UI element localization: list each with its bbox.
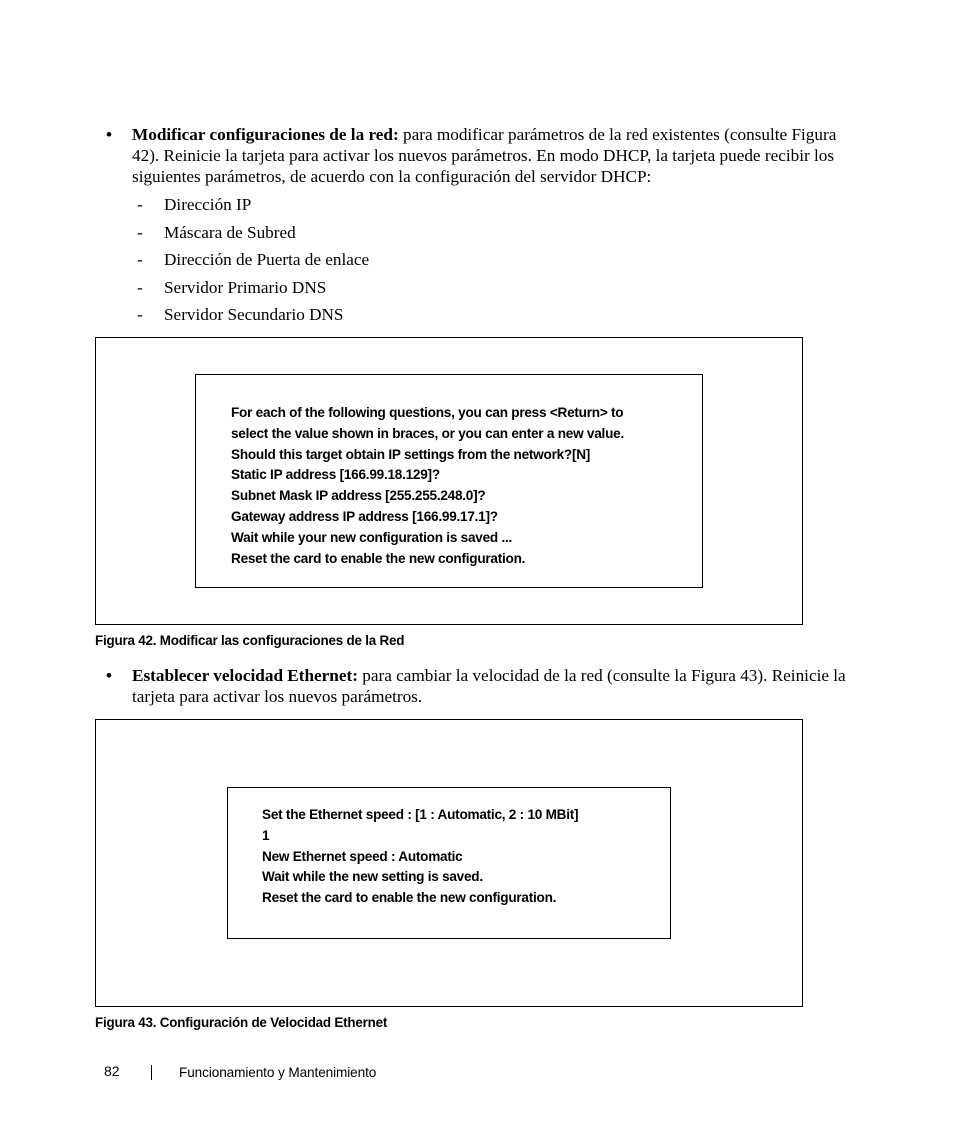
figure-42-console-text: [231, 403, 624, 569]
page-number: 82: [104, 1063, 120, 1079]
bullet-description: para modificar parámetros de la red existentes (consulte Figura 42). Reinicie la tarjeta para activar los nuevos parámetros. En modo DHCP, la tarjeta puede recibir los siguientes parámetros, de acuerdo con la configuración del servidor DHCP:: [132, 125, 837, 186]
footer-section-title: Funcionamiento y Mantenimiento: [179, 1065, 377, 1080]
console-line: Static IP address [166.99.18.129]?: [231, 467, 440, 483]
console-line: For each of the following questions, you can press <Return> to: [231, 405, 624, 420]
dash-icon: -: [137, 195, 143, 214]
bullet-icon: •: [106, 125, 113, 144]
list-item: - Servidor Primario DNS: [137, 277, 327, 297]
console-line: Should this target obtain IP settings from the network?[N]: [231, 446, 591, 462]
console-line: Subnet Mask IP address [255.255.248.0]?: [231, 488, 486, 504]
dash-icon: -: [137, 222, 143, 242]
bullet-description: para cambiar la velocidad de la red (consulte la Figura 43). Reinicie la tarjeta para activar los nuevos parámetros.: [132, 666, 846, 706]
bullet-ethernet-speed: [106, 665, 866, 707]
dash-icon: -: [137, 277, 143, 297]
bullet-term: Modificar configuraciones de la red:: [132, 125, 399, 144]
console-line: Gateway address IP address [166.99.17.1]?: [231, 508, 498, 524]
console-line: Reset the card to enable the new configuration.: [231, 550, 526, 566]
console-line: 1: [262, 827, 270, 843]
console-line: Set the Ethernet speed : [1 : Automatic, 2 : 10 MBit]: [262, 807, 579, 822]
figure-43-caption: Figura 43. Configuración de Velocidad Ethernet: [95, 1015, 388, 1030]
console-line: select the value shown in braces, or you can enter a new value.: [231, 425, 624, 441]
console-line: New Ethernet speed : Automatic: [262, 848, 463, 864]
footer-divider: [151, 1065, 152, 1080]
bullet-term: Establecer velocidad Ethernet:: [132, 666, 358, 685]
console-line: Reset the card to enable the new configuration.: [262, 890, 557, 906]
dhcp-parameter-list: [137, 194, 369, 332]
dash-icon: -: [137, 250, 143, 269]
figure-42-caption: Figura 42. Modificar las configuraciones de la Red: [95, 633, 405, 648]
list-item: - Dirección IP: [137, 195, 252, 214]
figure-43-console-text: [262, 805, 578, 909]
console-line: Wait while your new configuration is saved ...: [231, 529, 513, 545]
bullet-icon: •: [106, 666, 113, 685]
page-footer: [0, 1063, 954, 1083]
list-item: - Dirección de Puerta de enlace: [137, 250, 370, 269]
bullet-paragraph: [132, 124, 866, 187]
list-item: - Servidor Secundario DNS: [137, 305, 344, 324]
console-line: Wait while the new setting is saved.: [262, 869, 483, 885]
bullet-paragraph: [132, 665, 866, 707]
bullet-modify-network: [106, 124, 866, 187]
dash-icon: -: [137, 305, 143, 324]
list-item: - Máscara de Subred: [137, 222, 296, 242]
